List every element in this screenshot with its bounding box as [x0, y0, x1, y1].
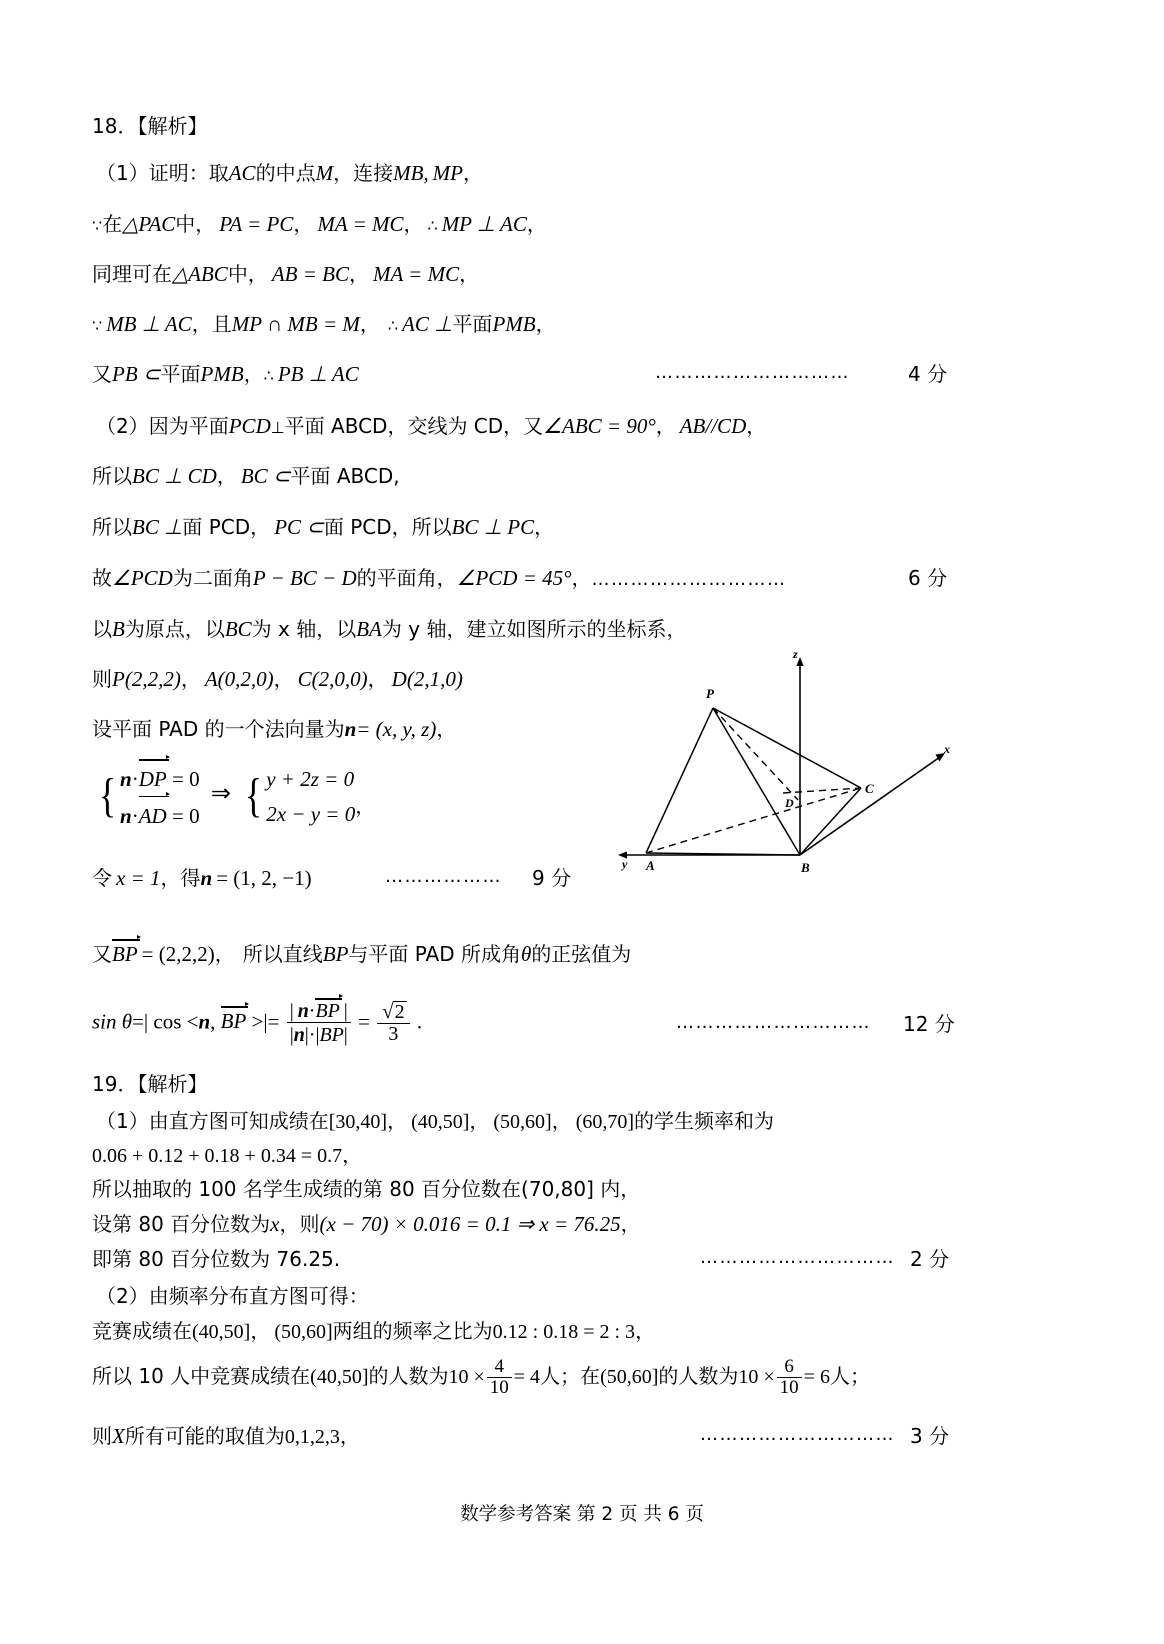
math: MA = MC: [372, 262, 460, 286]
math: 0.06 + 0.12 + 0.18 + 0.34 = 0.7: [92, 1145, 343, 1167]
system-row-4: 2x − y = 0: [266, 801, 356, 826]
math: 0.12 : 0.18 = 2 : 3: [492, 1321, 636, 1343]
math: MP ∩ MB = M: [231, 312, 360, 336]
implies-arrow: ⇒: [210, 781, 231, 808]
math: PC ⊂: [274, 515, 324, 539]
math: .: [416, 1009, 423, 1034]
math: =| cos <: [132, 1009, 199, 1034]
p18-normal-vector-system: [96, 760, 375, 833]
text: 所以: [92, 464, 132, 488]
dot-operator: ·: [131, 767, 139, 791]
text: ，: [250, 1319, 271, 1343]
math: BP: [322, 942, 349, 966]
right-rows: [266, 762, 355, 831]
fraction-4-over-10: [487, 1357, 512, 1398]
p19-part1-line4: [92, 1208, 641, 1237]
therefore-symbol: ∴: [263, 368, 274, 385]
p19-part2-line1: [96, 1280, 369, 1309]
p18-part2-line10: [92, 938, 631, 967]
math: BA: [356, 617, 382, 641]
math: M: [315, 161, 334, 185]
p18-part2-line2: [92, 460, 400, 489]
math: BC: [224, 617, 252, 641]
dot-operator: ·: [308, 1023, 316, 1046]
math: MP: [432, 161, 463, 185]
text: 又: [92, 362, 112, 386]
text: ，得: [160, 866, 201, 890]
math: AC ⊥: [402, 312, 453, 336]
text: 人；在: [540, 1364, 601, 1389]
text: 的人数为: [658, 1364, 739, 1389]
text: （2）由频率分布直方图可得：: [96, 1284, 369, 1308]
text: ，: [180, 667, 201, 691]
math: ∠PCD: [112, 566, 173, 590]
text: ，: [469, 1109, 490, 1133]
math: A(0,2,0): [204, 667, 274, 691]
text: ，: [620, 1212, 641, 1236]
math: ∠PCD = 45°: [456, 566, 572, 590]
text: ，且: [191, 312, 232, 336]
math-vector-n: n: [198, 1009, 211, 1034]
vector-label: BP: [112, 942, 138, 966]
system-row-1: [120, 760, 200, 797]
p18-part2-line4: [92, 562, 787, 591]
math-vector-BP: [221, 1007, 247, 1034]
math: X: [112, 1424, 125, 1448]
math: MB,: [393, 161, 429, 185]
text: 所以抽取的 100 名学生成绩的第 80 百分位数在(70,80] 内，: [92, 1177, 641, 1201]
math: PB ⊂: [112, 362, 161, 386]
math: x: [270, 1212, 280, 1236]
math: BC ⊂: [240, 464, 291, 488]
p19-part2-line4: [92, 1420, 360, 1449]
fraction-6-over-10: [777, 1357, 802, 1398]
p18-part1-score: [908, 358, 947, 387]
text: ，: [526, 212, 547, 236]
interval: (40,50]: [411, 1111, 470, 1133]
text: 为二面角: [172, 566, 253, 590]
interval: (50,60]: [493, 1111, 552, 1133]
math: PA = PC: [219, 212, 294, 236]
fraction-denominator: 3: [377, 1023, 409, 1045]
interval: [30,40]: [328, 1111, 388, 1133]
math: BC ⊥: [132, 515, 183, 539]
p19-part2-score: [910, 1420, 949, 1449]
text: 所有可能的取值为: [124, 1424, 285, 1448]
text: 即第 80 百分位数为 76.25.: [92, 1247, 341, 1271]
text: 中，: [227, 262, 268, 286]
math: AB//CD: [679, 414, 747, 438]
math: MA = MC: [317, 212, 404, 236]
math: 10 ×: [448, 1366, 485, 1389]
math: △ABC: [172, 262, 228, 286]
math: ,: [210, 1009, 216, 1034]
p18-part1-line2: [92, 208, 547, 237]
text: 又: [92, 942, 112, 966]
p18-part2-score-12: [903, 1008, 955, 1037]
math-vector-BP: [315, 999, 339, 1022]
text: 的正弦值为: [531, 942, 632, 966]
math: 10 ×: [738, 1366, 775, 1389]
text: 的平面角，: [356, 566, 457, 590]
math-theta: θ: [520, 942, 532, 966]
math: = (x, y, z): [356, 717, 437, 741]
p18-part2-score-9: [532, 862, 571, 891]
text: ，: [243, 362, 264, 386]
math: PMB: [492, 312, 536, 336]
leader-dots: …………………………: [676, 1012, 871, 1033]
math: AB = BC: [271, 262, 349, 286]
text: 同理可在: [92, 262, 172, 286]
math-vector-n: n: [200, 866, 213, 890]
text: 面 PCD，: [182, 515, 271, 539]
text: ，: [355, 794, 376, 819]
axis-label-z: z: [793, 647, 798, 661]
math-vector-n: n: [120, 767, 132, 791]
fraction-numerator: [377, 1000, 409, 1023]
system-row-2: [120, 797, 200, 834]
vector-label: BP: [315, 1000, 340, 1022]
text: 竞赛成绩在: [92, 1319, 192, 1343]
because-symbol: ∵: [92, 218, 103, 235]
math: =: [358, 1009, 370, 1034]
fraction-denominator: |n|·|BP|: [287, 1022, 351, 1046]
page-footer: [0, 1500, 1164, 1526]
math: = (1, 2, −1): [216, 866, 312, 890]
math-vector-n: n: [297, 1000, 309, 1022]
math: MB ⊥ AC: [106, 312, 192, 336]
fraction-sqrt2-over-3: [377, 1000, 409, 1045]
math: PB ⊥ AC: [277, 362, 359, 386]
math: PCD: [228, 414, 271, 438]
text: 设平面 PAD 的一个法向量为: [92, 717, 345, 741]
leader-dots: …………………………: [655, 362, 850, 383]
problem-18-heading-text: 18．【解析】: [92, 114, 208, 138]
vertex-label-D: D: [785, 796, 794, 810]
text: 为原点，以: [124, 617, 225, 641]
math: △PAC: [122, 212, 176, 236]
math: = 0: [171, 803, 200, 828]
math: ∠ABC = 90°: [543, 414, 656, 438]
leader-dots: ………………: [385, 866, 502, 887]
dot-operator: ·: [308, 1000, 316, 1022]
math: D(2,1,0): [391, 667, 463, 691]
text: 设第 80 百分位数为: [92, 1212, 271, 1236]
p18-part2-line3: [92, 511, 554, 540]
geometry-figure-svg: [608, 645, 958, 880]
vertex-label-B: B: [801, 860, 810, 875]
text: （1）由直方图可知成绩在: [96, 1109, 329, 1133]
fraction-denominator: 10: [487, 1377, 512, 1398]
interval: (50,60]: [600, 1366, 659, 1389]
text: ，: [534, 515, 555, 539]
leader-dots: …………………………: [700, 1424, 895, 1445]
p19-part2-line2: [92, 1315, 655, 1344]
right-brace: {: [245, 769, 263, 823]
math: P − BC − D: [252, 566, 357, 590]
text: （2）因为平面: [96, 414, 229, 438]
score-text: 6 分: [908, 566, 948, 590]
problem-18-heading: [92, 110, 207, 139]
text: 在: [102, 212, 123, 236]
text: ，: [273, 667, 294, 691]
text: ，: [436, 717, 457, 741]
system-row-3: y + 2z = 0: [266, 767, 355, 791]
math-vector-n: n: [120, 803, 132, 828]
text: 的学生频率和为: [634, 1109, 775, 1133]
sqrt-symbol: √2: [382, 999, 405, 1023]
interval: (40,50]: [310, 1366, 369, 1389]
text: 所以直线: [242, 942, 323, 966]
text: 中，: [175, 212, 216, 236]
text: 两组的频率之比为: [332, 1319, 493, 1343]
math: = 6: [803, 1366, 830, 1389]
problem-19-heading: [92, 1068, 207, 1097]
p19-part2-line3: [92, 1358, 870, 1399]
text: ，: [746, 414, 767, 438]
text: ，: [387, 1109, 408, 1133]
text: ，: [339, 1424, 360, 1448]
p18-part2-line7: [92, 713, 456, 742]
text: 所以: [92, 515, 132, 539]
p18-sin-theta-formula: [92, 1000, 422, 1047]
vertex-label-C: C: [865, 781, 874, 796]
vector-label: BP: [319, 1023, 344, 1046]
p19-part1-line5: [92, 1243, 340, 1272]
text: ，: [655, 414, 676, 438]
text: 的人数为: [368, 1364, 449, 1389]
math: (x − 70) × 0.016 = 0.1 ⇒ x = 76.25: [319, 1212, 621, 1236]
text: ，则: [279, 1212, 320, 1236]
text: ，: [216, 464, 237, 488]
score-text: 9 分: [532, 866, 572, 890]
text: ，: [214, 942, 235, 966]
leader-dots: …………………………: [700, 1247, 895, 1268]
because-symbol: ∵: [92, 318, 103, 335]
p18-formula-dots: [676, 1012, 871, 1033]
p19-part1-line3: [92, 1173, 640, 1202]
math: C(2,0,0): [297, 667, 368, 691]
text: 平面: [160, 362, 201, 386]
geometry-figure-pyramid: [608, 645, 958, 880]
p19-part1-dots: [700, 1247, 895, 1268]
system-right: [242, 762, 355, 831]
text: 令: [92, 866, 112, 890]
text: ，: [551, 1109, 572, 1133]
text: （1）证明：取: [96, 161, 229, 185]
p18-part2-line9-dots: [385, 866, 502, 887]
fraction-numerator: 4: [494, 1356, 505, 1377]
text: ，: [571, 566, 592, 590]
text: ，: [462, 161, 483, 185]
text: ，: [535, 312, 556, 336]
vector-label: BP: [220, 1009, 247, 1034]
math: MP ⊥ AC: [441, 212, 527, 236]
problem-19-heading-text: 19．【解析】: [92, 1072, 208, 1096]
math-vector-DP: [139, 760, 167, 797]
text: 平面: [452, 312, 493, 336]
math: = 0: [171, 767, 200, 791]
math-sin-theta: sin θ: [92, 1009, 133, 1034]
p18-part1-line1: [96, 157, 483, 186]
p18-part1-line5-dots: [655, 362, 850, 383]
p18-part2-line1: [96, 410, 766, 439]
text: 则: [92, 1424, 112, 1448]
p18-part1-line5: [92, 358, 359, 387]
p18-part1-line4: [92, 308, 556, 337]
vector-label: AD: [138, 803, 167, 828]
fraction-dot-product: [287, 999, 351, 1046]
math-vector-BP: [319, 1023, 343, 1046]
vector-label: DP: [138, 767, 167, 791]
text: 人；: [829, 1364, 870, 1389]
left-rows: [120, 760, 200, 833]
score-text: 4 分: [908, 362, 948, 386]
p18-part2-score-6: [908, 562, 947, 591]
p18-part2-line6: [92, 663, 463, 692]
math: PMB: [200, 362, 244, 386]
interval: (60,70]: [575, 1111, 635, 1133]
text: 的中点: [255, 161, 316, 185]
math-vector-AD: [139, 797, 167, 834]
math: >|=: [251, 1009, 280, 1034]
math-vector-n: n: [344, 717, 357, 741]
left-brace: {: [98, 769, 117, 823]
math: = 4: [513, 1366, 541, 1389]
text: ，: [342, 1143, 363, 1167]
vertex-label-A: A: [646, 858, 655, 873]
interval: (40,50]: [192, 1321, 251, 1343]
dot-operator: ·: [131, 803, 139, 828]
score-text: 3 分: [910, 1424, 950, 1448]
text: 与平面 PAD 所成角: [348, 942, 521, 966]
text: 平面 ABCD，交线为 CD，又: [284, 414, 544, 438]
perp-symbol: ⊥: [270, 420, 285, 437]
text: 则: [92, 667, 112, 691]
text: 平面 ABCD,: [290, 464, 400, 488]
p19-part1-line1: [96, 1105, 774, 1134]
axis-label-x: x: [944, 742, 950, 756]
math-vector-BP: [112, 940, 138, 967]
score-text: 2 分: [910, 1247, 950, 1271]
text: ，连接: [333, 161, 394, 185]
math-vector-n: n: [293, 1023, 305, 1046]
therefore-symbol: ∴: [427, 218, 438, 235]
text: ，: [359, 312, 380, 336]
math: BC ⊥ PC: [451, 515, 535, 539]
vertex-label-P: P: [706, 686, 714, 701]
radicand: 2: [394, 1001, 405, 1023]
math: AC: [228, 161, 256, 185]
p19-part1-line2: [92, 1139, 362, 1168]
text: ，: [459, 262, 480, 286]
math: = (2,2,2): [141, 942, 215, 966]
math: P(2,2,2): [112, 667, 181, 691]
text: ，: [367, 667, 388, 691]
p18-part2-line5: [92, 613, 686, 642]
therefore-symbol: ∴: [387, 318, 399, 335]
math: B: [112, 617, 125, 641]
text: 所以 10 人中竞赛成绩在: [92, 1364, 311, 1389]
system-left: [96, 760, 200, 833]
axis-label-y: y: [622, 857, 628, 871]
text: ，: [293, 212, 314, 236]
math: x = 1: [116, 866, 161, 890]
text: 面 PCD，所以: [323, 515, 452, 539]
footer-text: 数学参考答案 第 2 页 共 6 页: [460, 1504, 704, 1525]
fraction-denominator: 10: [777, 1377, 802, 1398]
text: 故: [92, 566, 112, 590]
math: 0,1,2,3: [284, 1426, 340, 1448]
text: ，: [635, 1319, 656, 1343]
p18-part1-line3: [92, 258, 479, 287]
text: ，: [348, 262, 369, 286]
math: BC ⊥ CD: [132, 464, 217, 488]
fraction-numerator: | n·BP |: [287, 999, 351, 1022]
text: 为 y 轴，建立如图所示的坐标系，: [381, 617, 687, 641]
p18-part2-line9: [92, 862, 312, 891]
p19-part1-score: [910, 1243, 949, 1272]
p19-part2-dots: [700, 1424, 895, 1445]
text: 以: [92, 617, 112, 641]
leader-dots: …………………………: [591, 569, 787, 590]
text: 为 x 轴，以: [251, 617, 357, 641]
interval: (50,60]: [274, 1321, 333, 1343]
fraction-numerator: 6: [784, 1356, 794, 1377]
text: ，: [403, 212, 424, 236]
score-text: 12 分: [903, 1012, 955, 1036]
